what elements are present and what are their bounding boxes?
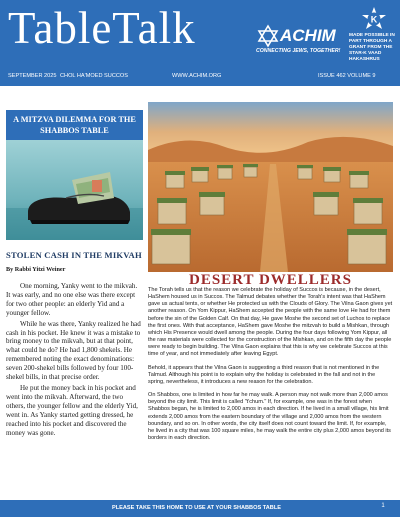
masthead-banner bbox=[0, 0, 400, 86]
achim-tagline: CONNECTING JEWS, TOGETHER! bbox=[256, 48, 341, 54]
achim-logo[interactable] bbox=[254, 22, 346, 60]
page-number: 1 bbox=[381, 503, 385, 509]
paragraph: He put the money back in his pocket and went into the mikvah. Afterward, the two others, the younger fellow and the elderly Yid, went in. As Yanky started getting dressed, he reached into his pocket and discovered the money was gone. bbox=[6, 383, 138, 437]
star-of-david-icon bbox=[256, 24, 280, 48]
paragraph: One morning, Yanky went to the mikvah. It was early, and no one else was there except for two other people: an elderly Yid and a younger fellow. bbox=[6, 282, 138, 317]
star-k-badge-icon bbox=[361, 6, 387, 32]
holiday-label: CHOL HA'MOED SUCCOS bbox=[60, 73, 128, 79]
stolen-cash-body bbox=[6, 282, 143, 439]
grant-note: MADE POSSIBLE IN PART THROUGH A GRANT FROM THE STAR-K VAAD HAKASHRUS bbox=[349, 33, 395, 62]
paragraph: While he was there, Yanky realized he had cash in his pocket. He knew it was a mistake to bring money to the mikvah, but at that point, what could he do? He had 1,800 shekels. He remembered noting the exact denominations: seven 200-shekel bills followed by four 100-shekel bills, in that precise order. bbox=[6, 319, 141, 382]
footer-bar bbox=[0, 500, 400, 517]
desert-dwellers-body bbox=[148, 287, 393, 448]
issue-date: SEPTEMBER 2025 bbox=[8, 73, 57, 79]
footer-note: PLEASE TAKE THIS HOME TO USE AT YOUR SHABBOS TABLE bbox=[112, 505, 281, 511]
website-link[interactable]: WWW.ACHIM.ORG bbox=[172, 73, 222, 79]
paragraph: Behold, it appears that the Vilna Gaon is suggesting a third reason that is not mentioned in the Talmud. Although his point is to explain why the holiday is celebrated in the fall and not in the spring, nevertheless, it introduces a new reason for the celebration. bbox=[148, 364, 380, 385]
issue-number: ISSUE 462 VOLUME 9 bbox=[318, 73, 376, 79]
masthead-title: TableTalk bbox=[8, 3, 196, 53]
badge-letter: K bbox=[370, 14, 378, 25]
article-byline: By Rabbi Yitzi Weiner bbox=[6, 266, 66, 273]
paragraph: The Torah tells us that the reason we celebrate the holiday of Succos is because, in the desert, HaShem housed us in Succos. The Talmud debates whether the Torah's intent was that HaShem gave us actual tents, or whether He protected us with the Clouds of Glory. The Vilna Gaon gives yet another reason. On Yom Kippur, HaShem accepted the people with the same love He had for them before the sin of the Golden Calf. On that day, He gave Moshe the second set of Luchos to replace the first ones. With that acceptance, HaShem gave Moshe the mitzvah to build a Mishkan, through which His Presence would dwell among the people. During the four days following Yom Kippur, all the raw materials were collected for the construction of the Mishkan, and on the fifth day the people were ready to begin building. The Vilna Gaon explains that this is why we celebrate Succos at this time of year, and not immediately after leaving Egypt. bbox=[148, 287, 393, 358]
mitzva-dilemma-heading: A MITZVA DILEMMA FOR THE SHABBOS TABLE bbox=[6, 110, 143, 140]
desert-dwellers-title: DESERT DWELLERS bbox=[188, 272, 352, 288]
issue-info-bar bbox=[0, 69, 400, 85]
desert-sukkahs-image bbox=[148, 102, 393, 272]
shoe-with-cash-image bbox=[6, 140, 143, 240]
achim-wordmark: ACHIM bbox=[280, 26, 336, 45]
paragraph: On Shabbos, one is limited in how far he may walk. A person may not walk more than 2,000 amos beyond the city limit. This limit is called "t'chum." If, for example, one was in the forest when Shabbos began, he is limited to 2,000 amos in each direction. If he lived in a small village, his limit extends 2,000 amos from the eastern boundary of the village and 2,000 amos from the western boundary, and so on. In other words, the city itself does not count toward the limit. If, for example, he lived in a city that was 100 square miles, he may walk the entire city plus 2,000 amos beyond its borders in each direction. bbox=[148, 392, 391, 441]
stolen-cash-title: STOLEN CASH IN THE MIKVAH bbox=[6, 250, 142, 260]
